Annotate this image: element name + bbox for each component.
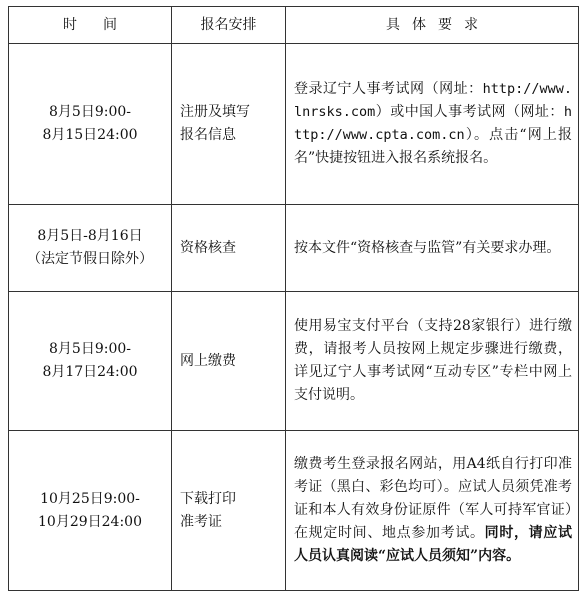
time-cell	[9, 431, 172, 591]
time-line: 10月25日9:00-	[40, 490, 140, 507]
arrangement-line: 网上缴费	[180, 352, 236, 369]
time-cell	[9, 292, 172, 431]
requirement-cell	[286, 205, 579, 292]
requirement-bold-notice: 同时，请应试人员认真阅读“应试人员须知”内容。	[294, 525, 573, 564]
requirement-cell	[286, 431, 579, 591]
arrangement-line: 准考证	[180, 513, 222, 530]
table-row	[9, 431, 579, 591]
requirement-text: 使用易宝支付平台（支持28家银行）进行缴费，请报考人员按网上规定步骤进行缴费，详见辽宁人事考试网“互动专区”专栏中网上支付说明。	[294, 318, 572, 403]
header-requirements: 具体要求	[286, 7, 579, 44]
requirement-text: ）或中国人事考试网（网址：	[375, 104, 564, 120]
time-line: 10月29日24:00	[38, 513, 142, 530]
arrangement-cell	[172, 431, 286, 591]
arrangement-line: 报名信息	[180, 127, 236, 143]
registration-schedule-table	[8, 6, 579, 591]
time-line: （法定节假日除外）	[27, 251, 153, 267]
arrangement-line: 下载打印	[180, 490, 236, 507]
header-time: 时间	[9, 7, 172, 44]
requirement-cell	[286, 292, 579, 431]
lnrsks-url: http://www.lnrsks.com	[294, 81, 572, 120]
arrangement-cell	[172, 205, 286, 292]
requirement-text: 登录辽宁人事考试网（网址：	[294, 81, 483, 97]
table-row	[9, 292, 579, 431]
arrangement-line: 资格核查	[180, 239, 236, 256]
time-cell	[9, 44, 172, 205]
table-header-row	[9, 7, 579, 44]
arrangement-cell	[172, 292, 286, 431]
time-cell	[9, 205, 172, 292]
table-row	[9, 205, 579, 292]
time-line: 8月17日24:00	[42, 364, 138, 380]
time-line: 8月5日9:00-	[49, 341, 131, 357]
requirement-cell	[286, 44, 579, 205]
time-line: 8月5日-8月16日	[37, 228, 143, 244]
requirement-text: ）。点击“网上报名”快捷按钮进入报名系统报名。	[294, 127, 572, 166]
time-line: 8月15日24:00	[42, 127, 138, 143]
header-arrangement: 报名安排	[172, 7, 286, 44]
table-row	[9, 44, 579, 205]
cpta-url: http://www.cpta.com.cn	[294, 104, 572, 143]
arrangement-cell	[172, 44, 286, 205]
arrangement-line: 注册及填写	[180, 104, 250, 120]
time-line: 8月5日9:00-	[49, 104, 131, 120]
requirement-text: 缴费考生登录报名网站，用A4纸自行打印准考证（黑白、彩色均可）。应试人员须凭准考证和本人有效身份证原件（军人可持军官证）在规定时间、地点参加考试。	[294, 456, 572, 541]
requirement-text: 按本文件“资格核查与监管”有关要求办理。	[294, 239, 561, 256]
